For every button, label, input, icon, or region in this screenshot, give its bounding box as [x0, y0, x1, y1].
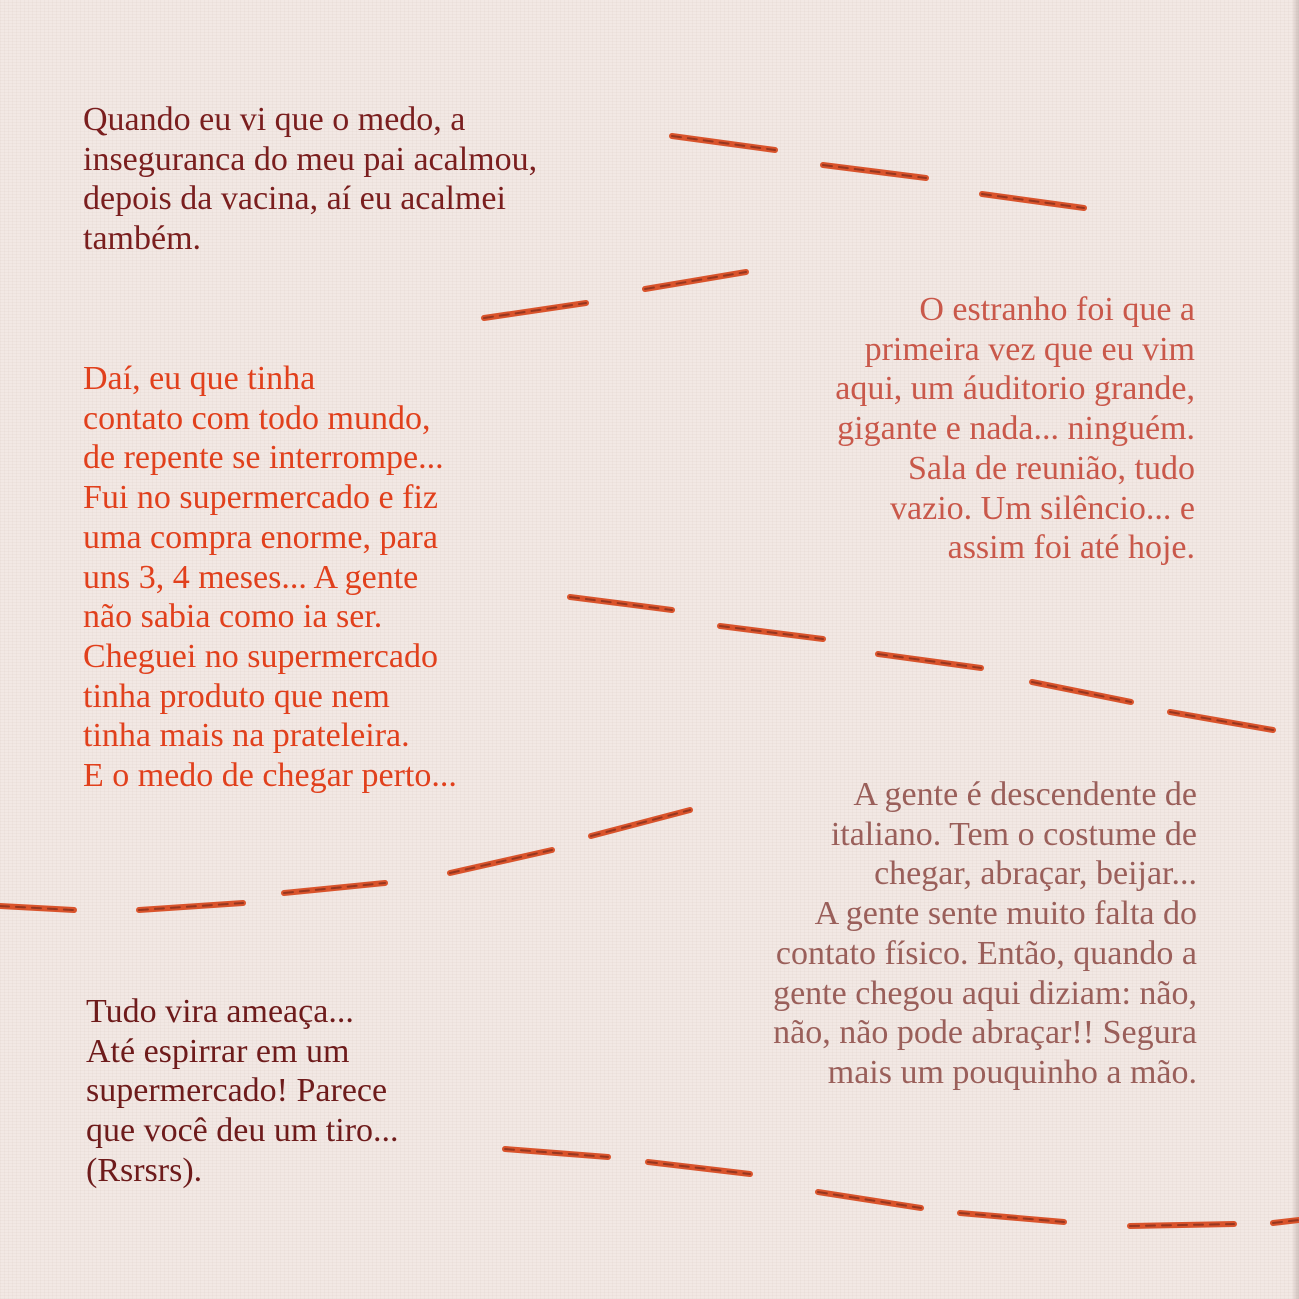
stitch-mark — [570, 597, 672, 610]
text-block-vaccine-calm: Quando eu vi que o medo, a inseguranca do meu pai acalmou, depois da vacina, aí eu acalmei também. — [83, 101, 538, 258]
stitch-mark — [1032, 682, 1131, 702]
stitch-mark — [672, 136, 775, 150]
stitch-mark — [139, 903, 243, 910]
stitch-mark — [1130, 1224, 1234, 1226]
stitch-mark — [648, 1162, 750, 1174]
stitch-mark — [720, 626, 823, 639]
stitch-mark — [1273, 1220, 1299, 1223]
stitch-mark — [0, 906, 74, 910]
text-block-everything-threat: Tudo vira ameaça... Até espirrar em um supermercado! Parece que você deu um tiro... (Rsrsrs). — [86, 993, 399, 1189]
stitch-mark — [878, 654, 981, 668]
stitch-mark — [823, 165, 926, 178]
text-block-supermarket: Daí, eu que tinha contato com todo mundo, de repente se interrompe... Fui no supermercado e fiz uma compra enorme, para uns 3, 4 meses... A gente não sabia como ia ser. Cheguei no supermercado tinha produto que nem tinha mais na prateleira. E o medo de chegar perto... — [83, 360, 457, 795]
stitch-mark — [591, 810, 690, 836]
stitch-mark — [284, 883, 385, 893]
stitch-mark — [960, 1213, 1064, 1222]
text-block-empty-auditorium: O estranho foi que a primeira vez que eu vim aqui, um áuditorio grande, gigante e nada... ninguém. Sala de reunião, tudo vazio. Um silêncio... e assim foi até hoje. — [835, 291, 1195, 567]
stitch-mark — [1170, 712, 1273, 730]
stitch-mark — [484, 303, 586, 318]
stitch-mark — [450, 850, 552, 873]
text-block-italian-descent: A gente é descendente de italiano. Tem o costume de chegar, abraçar, beijar... A gente sente muito falta do contato físico. Então, quando a gente chegou aqui diziam: não, não, não pode abraçar!! Segura mais um pouquinho a mão. — [773, 776, 1197, 1091]
stitch-mark — [982, 194, 1084, 208]
stitch-mark — [645, 272, 746, 289]
stitch-mark — [818, 1192, 921, 1208]
